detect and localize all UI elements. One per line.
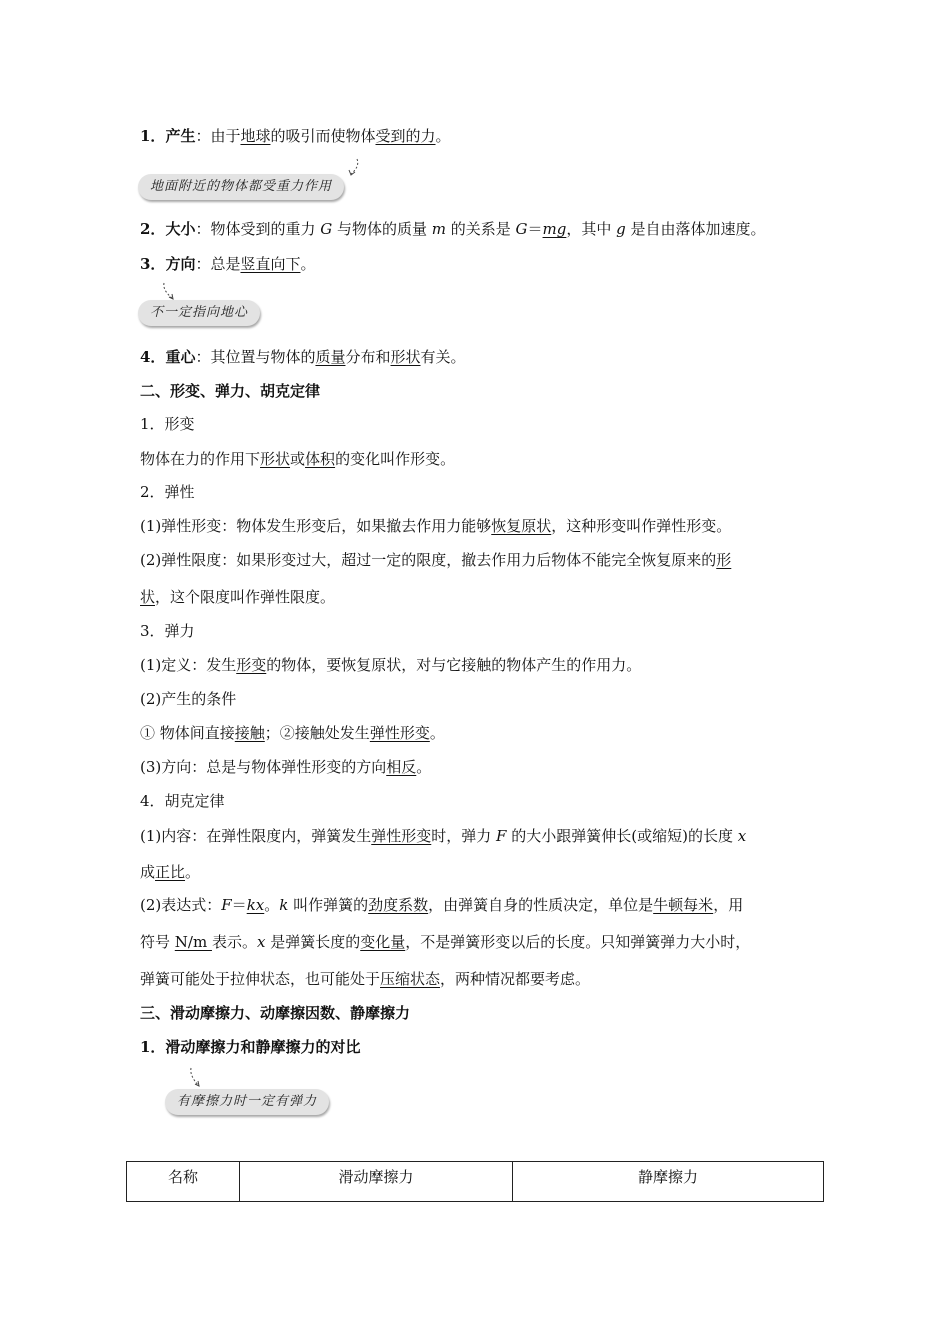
text: ，其中 bbox=[566, 220, 617, 238]
underlined-answer: 劲度系数 bbox=[368, 896, 429, 914]
underlined-answer: 形 bbox=[716, 551, 732, 569]
underlined-answer: 状 bbox=[140, 588, 156, 606]
text: ：物体受到的重力 bbox=[195, 220, 321, 238]
paragraph-elastic-force-def bbox=[140, 655, 641, 675]
text: (2)弹性限度：如果形变过大，超过一定的限度，撤去作用力后物体不能完全恢复原来的 bbox=[140, 551, 717, 569]
line-1-gravity-origin bbox=[140, 126, 451, 146]
underlined-answer: 牛顿每米 bbox=[653, 896, 714, 914]
text: (1)内容：在弹性限度内，弹簧发生 bbox=[140, 827, 372, 845]
underlined-answer: N/m bbox=[174, 933, 212, 951]
underlined-answer: 变化量 bbox=[360, 933, 406, 951]
paragraph-hooke-expression bbox=[140, 895, 743, 915]
heading: 大小 bbox=[165, 220, 196, 238]
underlined-answer: 地球 bbox=[240, 127, 271, 145]
underlined-answer: 弹性形变 bbox=[369, 724, 430, 742]
header-cell-name: 名称 bbox=[127, 1162, 240, 1202]
note-arrow-icon bbox=[160, 282, 180, 302]
num: 2． bbox=[140, 220, 166, 238]
symbol: k bbox=[279, 896, 289, 914]
text: (1)弹性形变：物体发生形变后，如果撤去作用力能够 bbox=[140, 517, 492, 535]
line-3-gravity-direction bbox=[140, 254, 316, 274]
subsection-hookes-law: 4．胡克定律 bbox=[140, 792, 225, 810]
paragraph-elastic-limit-cont bbox=[140, 587, 335, 607]
text: 表示。 bbox=[211, 933, 257, 951]
symbol: F bbox=[221, 896, 232, 914]
symbol: m bbox=[431, 220, 446, 238]
paragraph-direction bbox=[140, 757, 431, 777]
underlined-answer: 接触 bbox=[234, 724, 265, 742]
text: ① 物体间直接 bbox=[140, 724, 235, 742]
margin-note-2: 不一定指向地心 bbox=[138, 300, 260, 326]
text: 分布和 bbox=[345, 348, 391, 366]
underlined-answer: 压缩状态 bbox=[380, 970, 441, 988]
subsection-deformation: 1．形变 bbox=[140, 415, 195, 433]
symbol: x bbox=[737, 827, 747, 845]
text: ＝ bbox=[231, 896, 247, 914]
text: 的物体，要恢复原状，对与它接触的物体产生的作用力。 bbox=[266, 656, 642, 674]
text: 成 bbox=[140, 863, 156, 881]
underlined-answer: 正比 bbox=[155, 863, 186, 881]
underlined-answer: 体积 bbox=[305, 450, 336, 468]
symbol: g bbox=[616, 220, 626, 238]
text: 或 bbox=[290, 450, 306, 468]
section-heading-2: 二、形变、弹力、胡克定律 bbox=[140, 382, 321, 400]
margin-note-3: 有摩擦力时一定有弹力 bbox=[165, 1089, 329, 1115]
underlined-answer: 质量 bbox=[315, 348, 346, 366]
underlined-answer: 形变 bbox=[236, 656, 267, 674]
num: 3． bbox=[140, 255, 166, 273]
text: 符号 bbox=[140, 933, 175, 951]
text: 。 bbox=[185, 863, 201, 881]
header-cell-sliding: 滑动摩擦力 bbox=[240, 1162, 513, 1202]
line-4-center-of-gravity bbox=[140, 347, 466, 367]
paragraph-conditions: (2)产生的条件 bbox=[140, 690, 237, 708]
text: ，由弹簧自身的性质决定，单位是 bbox=[428, 896, 654, 914]
text: ，这个限度叫作弹性限度。 bbox=[155, 588, 336, 606]
text: 。 bbox=[435, 127, 451, 145]
note-arrow-icon bbox=[186, 1067, 206, 1089]
text: (1)定义：发生 bbox=[140, 656, 237, 674]
underlined-answer: mg bbox=[542, 220, 567, 238]
text: 。 bbox=[429, 724, 445, 742]
underlined-answer: kx bbox=[246, 896, 265, 914]
text: ＝ bbox=[527, 220, 543, 238]
subsection-elasticity: 2．弹性 bbox=[140, 483, 195, 501]
text: (2)表达式： bbox=[140, 896, 222, 914]
symbol: G bbox=[515, 220, 528, 238]
text: ；②接触处发生 bbox=[264, 724, 370, 742]
note-arrow-icon bbox=[345, 158, 365, 178]
text: ，不是弹簧形变以后的长度。只知弹簧弹力大小时， bbox=[405, 933, 751, 951]
text: 是弹簧长度的 bbox=[265, 933, 361, 951]
text: ：总是 bbox=[195, 255, 241, 273]
text: 。 bbox=[300, 255, 316, 273]
paragraph-hooke-content-cont bbox=[140, 862, 200, 882]
paragraph-hooke-expression-cont bbox=[140, 932, 750, 952]
text: 弹簧可能处于拉伸状态，也可能处于 bbox=[140, 970, 381, 988]
text: 。 bbox=[264, 896, 280, 914]
friction-comparison-table bbox=[126, 1161, 824, 1202]
underlined-answer: 弹性形变 bbox=[371, 827, 432, 845]
symbol: x bbox=[256, 933, 266, 951]
text: 时，弹力 bbox=[431, 827, 497, 845]
text: 叫作弹簧的 bbox=[288, 896, 369, 914]
subsection-elastic-force: 3．弹力 bbox=[140, 622, 195, 640]
text: 与物体的质量 bbox=[332, 220, 432, 238]
num: 4． bbox=[140, 348, 166, 366]
underlined-answer: 形状 bbox=[260, 450, 291, 468]
text: ：其位置与物体的 bbox=[195, 348, 316, 366]
line-2-gravity-magnitude bbox=[140, 219, 766, 239]
paragraph-conditions-list bbox=[140, 723, 445, 743]
symbol: G bbox=[320, 220, 333, 238]
text: 的大小跟弹簧伸长(或缩短)的长度 bbox=[506, 827, 738, 845]
paragraph-deformation bbox=[140, 449, 455, 469]
paragraph-hooke-content bbox=[140, 826, 746, 846]
heading: 重心 bbox=[165, 348, 196, 366]
header-cell-static: 静摩擦力 bbox=[513, 1162, 824, 1202]
underlined-answer: 恢复原状 bbox=[491, 517, 552, 535]
symbol: F bbox=[496, 827, 507, 845]
text: 的变化叫作形变。 bbox=[335, 450, 456, 468]
text: ，用 bbox=[713, 896, 744, 914]
paragraph-elastic-limit bbox=[140, 550, 731, 570]
text: 。 bbox=[416, 758, 432, 776]
underlined-answer: 受到的力 bbox=[375, 127, 436, 145]
paragraph-elastic-deformation bbox=[140, 516, 731, 536]
subsection-friction-compare: 1．滑动摩擦力和静摩擦力的对比 bbox=[140, 1038, 361, 1056]
underlined-answer: 相反 bbox=[386, 758, 417, 776]
heading: 方向 bbox=[165, 255, 196, 273]
text: ，两种情况都要考虑。 bbox=[440, 970, 591, 988]
section-heading-3: 三、滑动摩擦力、动摩擦因数、静摩擦力 bbox=[140, 1004, 411, 1022]
underlined-answer: 竖直向下 bbox=[240, 255, 301, 273]
text: ：由于 bbox=[195, 127, 241, 145]
table-header-row bbox=[127, 1162, 824, 1202]
text: 有关。 bbox=[420, 348, 466, 366]
underlined-answer: 形状 bbox=[390, 348, 421, 366]
text: 是自由落体加速度。 bbox=[625, 220, 766, 238]
text: 物体在力的作用下 bbox=[140, 450, 261, 468]
text: (3)方向：总是与物体弹性形变的方向 bbox=[140, 758, 387, 776]
paragraph-hooke-expression-cont2 bbox=[140, 969, 590, 989]
text: ，这种形变叫作弹性形变。 bbox=[551, 517, 732, 535]
margin-note-1: 地面附近的物体都受重力作用 bbox=[138, 174, 344, 200]
heading: 产生 bbox=[165, 127, 196, 145]
text: 的关系是 bbox=[446, 220, 516, 238]
num: 1． bbox=[140, 127, 166, 145]
text: 的吸引而使物体 bbox=[270, 127, 376, 145]
